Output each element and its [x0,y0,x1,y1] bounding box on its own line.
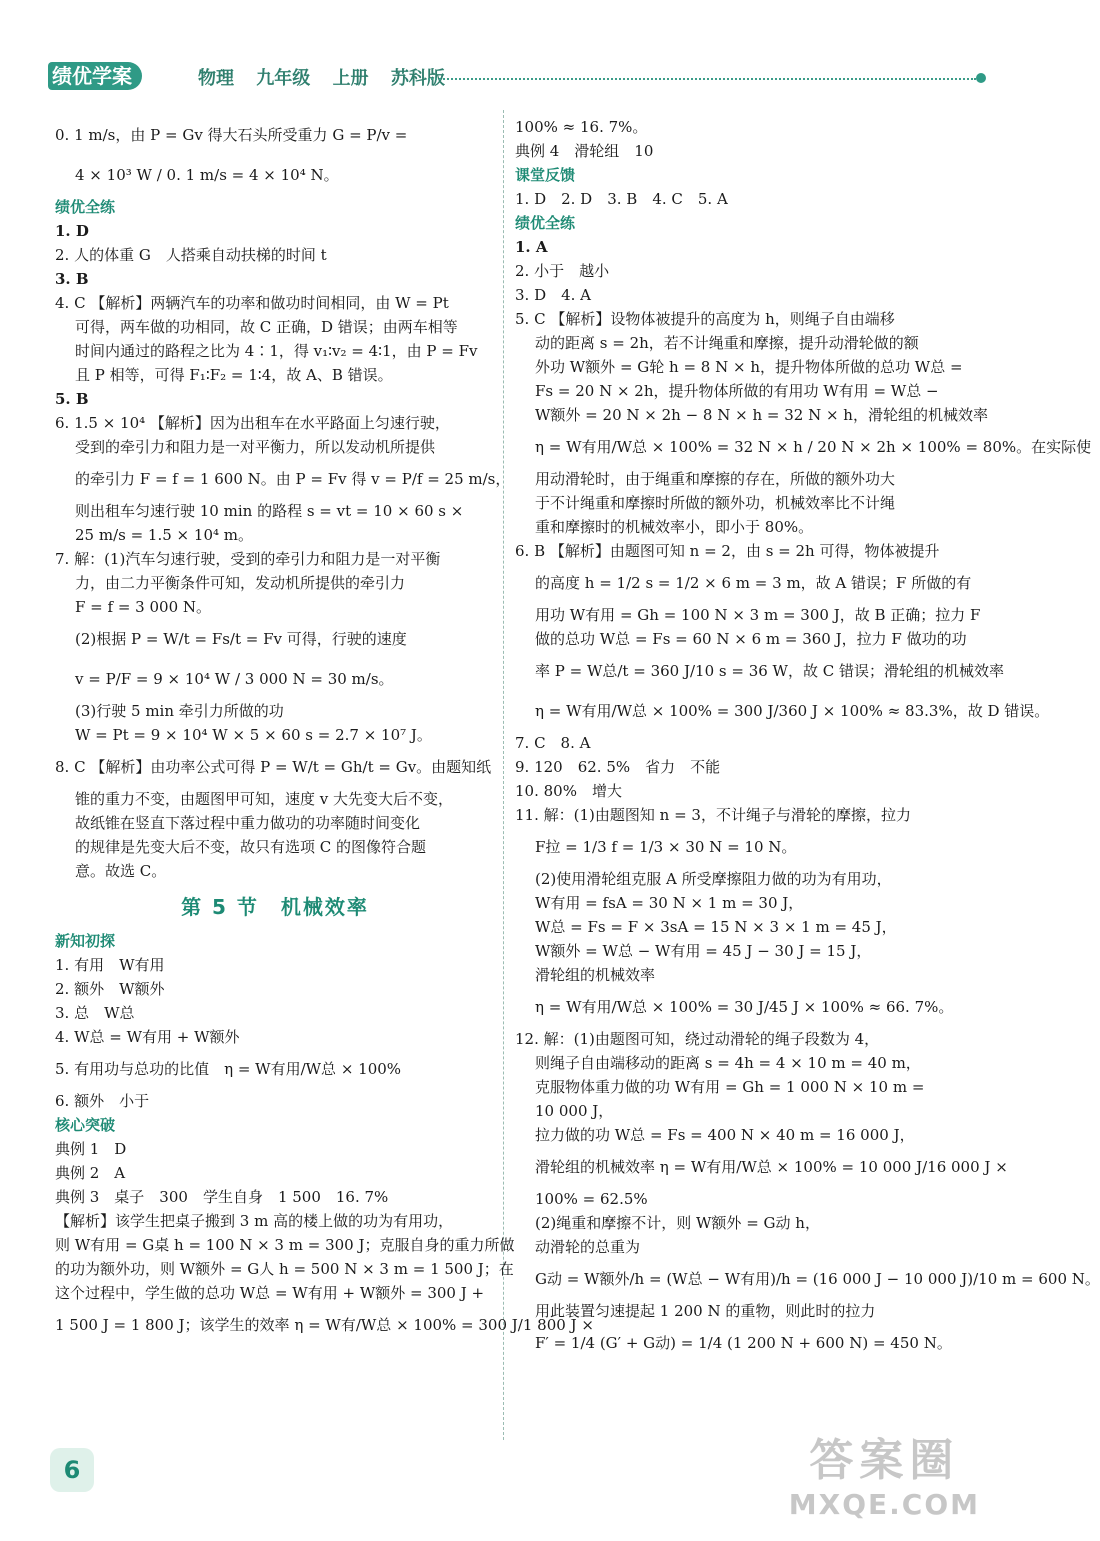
text-line: η = W有用/W总 × 100% = 30 J/45 J × 100% ≈ 66. 7%。 [535,998,954,1016]
text-line: F′ = 1/4 (G′ + G动) = 1/4 (1 200 N + 600 N) = 450 N。 [535,1334,952,1352]
text-line: 动的距离 s = 2h，若不计绳重和摩擦，提升动滑轮做的额 [535,334,919,352]
text-line: W = Pt = 9 × 10⁴ W × 5 × 60 s = 2.7 × 10⁷ J。 [75,726,432,744]
text-line: 时间内通过的路程之比为 4∶1，得 v₁∶v₂ = 4∶1，由 P = Fv [75,342,478,360]
text-line: 用此装置匀速提起 1 200 N 的重物，则此时的拉力 [535,1302,876,1320]
text-line: 2. 额外 W额外 [55,980,165,998]
text-line: F = f = 3 000 N。 [75,598,212,616]
text-line: 可得，两车做的功相同，故 C 正确，D 错误；由两车相等 [75,318,458,336]
text-line: 故纸锥在竖直下落过程中重力做功的功率随时间变化 [75,814,421,832]
text-line: η = W有用/W总 × 100% = 32 N × h / 20 N × 2h × 100% = 80%。在实际使 [535,438,1092,456]
text-line: 3. B [55,270,89,288]
text-line: 25 m/s = 1.5 × 10⁴ m。 [75,526,253,544]
text-line: 0. 1 m/s，由 P = Gv 得大石头所受重力 G = P/v = [55,126,408,144]
text-line: 5. C 【解析】设物体被提升的高度为 h，则绳子自由端移 [515,310,895,328]
edition-label: 苏科版 [390,68,445,89]
text-line: 5. B [55,390,89,408]
text-line: (2)使用滑轮组克服 A 所受摩擦阻力做的功为有用功， [535,870,892,888]
right-column [515,115,1100,1363]
text-line: 这个过程中，学生做的总功 W总 = W有用 + W额外 = 300 J + [55,1284,485,1302]
section-heading: 核心突破 [55,1116,116,1134]
section-heading: 新知初探 [55,932,116,950]
text-line: 4. C 【解析】两辆汽车的功率和做功时间相同，由 W = Pt [55,294,449,312]
text-line: 1. D 2. D 3. B 4. C 5. A [515,190,728,208]
text-line: 的牵引力 F = f = 1 600 N。由 P = Fv 得 v = P/f = 25 m/s， [75,470,511,488]
text-line: 2. 人的体重 G 人搭乘自动扶梯的时间 t [55,246,327,264]
header-dot [976,73,986,83]
text-line: 率 P = W总/t = 360 J/10 s = 36 W，故 C 错误；滑轮组的机械效率 [535,662,1004,680]
chapter-title: 第 5 节 机械效率 [181,895,369,919]
text-line: 1 500 J = 1 800 J；该学生的效率 η = W有/W总 × 100% = 300 J/1 800 J × [55,1316,594,1334]
text-line: 拉力做的功 W总 = Fs = 400 N × 40 m = 16 000 J， [535,1126,915,1144]
text-line: Fs = 20 N × 2h，提升物体所做的有用功 W有用 = W总 − [535,382,939,400]
text-line: 100% ≈ 16. 7%。 [515,118,648,136]
text-line: W总 = Fs = F × 3sA = 15 N × 3 × 1 m = 45 J， [535,918,897,936]
text-line: 用动滑轮时，由于绳重和摩擦的存在，所做的额外功大 [535,470,896,488]
text-line: 6. B 【解析】由题图可知 n = 2，由 s = 2h 可得，物体被提升 [515,542,940,560]
section-heading: 绩优全练 [55,198,116,216]
text-line: 3. D 4. A [515,286,592,304]
text-line: 受到的牵引力和阻力是一对平衡力，所以发动机所提供 [75,438,436,456]
text-line: 100% = 62.5% [535,1190,648,1208]
text-line: 于不计绳重和摩擦时所做的额外功，机械效率比不计绳 [535,494,896,512]
text-line: 3. 总 W总 [55,1004,135,1022]
volume-label: 上册 [332,68,369,89]
text-line: (2)绳重和摩擦不计，则 W额外 = G动 h， [535,1214,820,1232]
watermark [789,1424,980,1521]
text-line: 且 P 相等，可得 F₁∶F₂ = 1∶4，故 A、B 错误。 [75,366,393,384]
text-line: 滑轮组的机械效率 [535,966,656,984]
header-dotted-rule [428,78,976,80]
section-heading: 课堂反馈 [515,166,576,184]
text-line: 10 000 J， [535,1102,614,1120]
text-line: 1. 有用 W有用 [55,956,165,974]
text-line: 滑轮组的机械效率 η = W有用/W总 × 100% = 10 000 J/16 000 J × [535,1158,1008,1176]
text-line: 的规律是先变大后不变，故只有选项 C 的图像符合题 [75,838,427,856]
text-line: 则 W有用 = G桌 h = 100 N × 3 m = 300 J；克服自身的重力所做 [55,1236,515,1254]
text-line: 克服物体重力做的功 W有用 = Gh = 1 000 N × 10 m = [535,1078,925,1096]
text-line: 2. 小于 越小 [515,262,610,280]
page-number: 6 [50,1448,94,1492]
text-line: 动滑轮的总重为 [535,1238,641,1256]
text-line: η = W有用/W总 × 100% = 300 J/360 J × 100% ≈ 83.3%，故 D 错误。 [535,702,1050,720]
text-line: 1. D [55,222,89,240]
text-line: (3)行驶 5 min 牵引力所做的功 [75,702,284,720]
text-line: 5. 有用功与总功的比值 η = W有用/W总 × 100% [55,1060,402,1078]
text-line: 1. A [515,238,548,256]
text-line: 做的总功 W总 = Fs = 60 N × 6 m = 360 J，拉力 F 做功的功 [535,630,967,648]
text-line: 7. C 8. A [515,734,591,752]
text-line: 典例 4 滑轮组 10 [515,142,654,160]
text-line: 的功为额外功，则 W额外 = G人 h = 500 N × 3 m = 1 500 J；在 [55,1260,514,1278]
text-line: W额外 = 20 N × 2h − 8 N × h = 32 N × h，滑轮组的机械效率 [535,406,988,424]
text-line: 用功 W有用 = Gh = 100 N × 3 m = 300 J，故 B 正确；拉力 F [535,606,981,624]
text-line: v = P/F = 9 × 10⁴ W / 3 000 N = 30 m/s。 [75,670,394,688]
watermark-line-2: MXQE.COM [788,1488,980,1521]
text-line: 11. 解：(1)由题图知 n = 3，不计绳子与滑轮的摩擦，拉力 [515,806,911,824]
text-line: 典例 1 D [55,1140,127,1158]
text-line: 6. 1.5 × 10⁴ 【解析】因为出租车在水平路面上匀速行驶， [55,414,450,432]
text-line: 外功 W额外 = G轮 h = 8 N × h，提升物体所做的总功 W总 = [535,358,963,376]
page-header [48,60,948,94]
brand-logo: 绩优学案 [48,62,142,90]
text-line: 6. 额外 小于 [55,1092,150,1110]
text-line: 8. C 【解析】由功率公式可得 P = W/t = Gh/t = Gv。由题知纸 [55,758,492,776]
subject-label: 物理 [198,68,234,89]
text-line: 意。故选 C。 [75,862,167,880]
text-line: 则出租车匀速行驶 10 min 的路程 s = vt = 10 × 60 s × [75,502,464,520]
text-line: 【解析】该学生把桌子搬到 3 m 高的楼上做的功为有用功， [55,1212,454,1230]
text-line: (2)根据 P = W/t = Fs/t = Fv 可得，行驶的速度 [75,630,407,648]
section-heading: 绩优全练 [515,214,576,232]
text-line: 力，由二力平衡条件可知，发动机所提供的牵引力 [75,574,406,592]
text-line: 12. 解：(1)由题图可知，绕过动滑轮的绳子段数为 4， [515,1030,880,1048]
text-line: 4 × 10³ W / 0. 1 m/s = 4 × 10⁴ N。 [75,166,339,184]
text-line: 典例 2 A [55,1164,126,1182]
text-line: 典例 3 桌子 300 学生自身 1 500 16. 7% [55,1188,389,1206]
text-line: 的高度 h = 1/2 s = 1/2 × 6 m = 3 m，故 A 错误；F 所做的有 [535,574,972,592]
grade-label: 九年级 [256,68,311,89]
text-line: 10. 80% 增大 [515,782,622,800]
text-line: 锥的重力不变，由题图甲可知，速度 v 大先变大后不变， [75,790,454,808]
text-line: G动 = W额外/h = (W总 − W有用)/h = (16 000 J − 10 000 J)/10 m = 600 N。 [535,1270,1100,1288]
text-line: 4. W总 = W有用 + W额外 [55,1028,240,1046]
text-line: F拉 = 1/3 f = 1/3 × 30 N = 10 N。 [535,838,797,856]
text-line: 7. 解：(1)汽车匀速行驶，受到的牵引力和阻力是一对平衡 [55,550,441,568]
text-line: 重和摩擦时的机械效率小，即小于 80%。 [535,518,814,536]
text-line: 9. 120 62. 5% 省力 不能 [515,758,721,776]
text-line: W额外 = W总 − W有用 = 45 J − 30 J = 15 J， [535,942,872,960]
text-line: W有用 = fsA = 30 N × 1 m = 30 J， [535,894,804,912]
breadcrumb [198,64,461,90]
watermark-line-1: 答案圈 [809,1435,960,1486]
text-line: 则绳子自由端移动的距离 s = 4h = 4 × 10 m = 40 m， [535,1054,921,1072]
